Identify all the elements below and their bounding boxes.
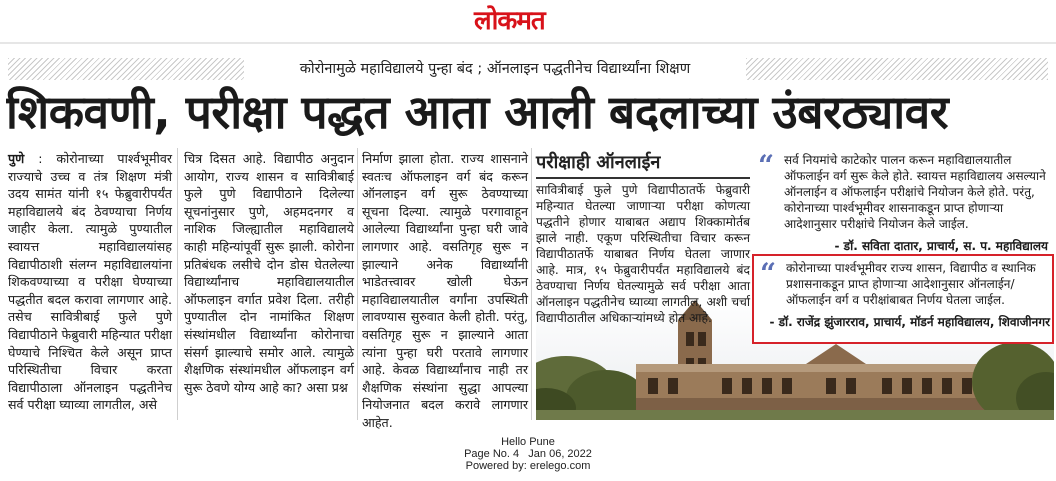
sidebar-title: परीक्षाही ऑनलाईन: [536, 152, 661, 173]
footer-date: Jan 06, 2022: [528, 448, 592, 460]
quote-icon: “: [758, 149, 775, 182]
highlighted-quote-box: [752, 254, 1054, 344]
article-column-3: निर्माण झाला होता. राज्य शासनाने स्वतःच ऑफलाइन वर्ग बंद करून ऑनलाइन वर्ग सुरू ठेवण्याच्या सूचना दिल्या. त्यामुळे परगावाहून आलेल्या विद्यार्थ्यांना पुन्हा घरी जावे लागणार आहे. वसतिगृह सुरू न झाल्याने अनेक विद्यार्थ्यांनी भाडेतत्त्वावर खोली घेऊन महाविद्यालयातील वर्गांना उपस्थिती लावण्यास सुरुवात केली होती. परंतु, वसतिगृह सुरू न झाल्याने आता त्यांना पुन्हा घरी परतावे लागणार आहे. केवळ विद्यार्थ्यांनाच नाही तर शैक्षणिक संस्थांना सुद्धा आपल्या नियोजनात बदल करावे लागणार आहेत.: [362, 151, 528, 430]
quote-block-2: [760, 257, 1050, 330]
quote-block-1: [758, 149, 1048, 254]
quote-2-text: कोरोनाच्या पार्श्वभूमीवर राज्य शासन, विद्यापीठ व स्थानिक प्रशासनाकडून प्राप्त होणाऱ्या आदेशानुसार ऑनलाईन/ऑफलाईन वर्ग व परीक्षांबाबत निर्णय घेतला जाईल.: [786, 261, 1036, 307]
lokmat-logo: लोकमत: [474, 6, 545, 36]
footer-page-date: [0, 448, 1056, 460]
column-rule: [357, 148, 358, 420]
article-column-1: [8, 150, 172, 414]
footer-powered-by: Powered by: erelego.com: [465, 460, 591, 472]
footer-page: Page No. 4: [464, 448, 520, 460]
column-rule: [531, 148, 532, 420]
column-1-text: : कोरोनाच्या पार्श्वभूमीवर राज्याचे उच्च व तंत्र शिक्षण मंत्री उदय सामंत यांनी १५ फेब्रुवारीपर्यंत महाविद्यालये बंद ठेवण्याचा निर्णय जाहीर केला. त्यामुळे पुण्यातील स्वायत्त महाविद्यालयांसह विद्यापीठाशी संलग्न महाविद्यालयांना शिकवण्याच्या व परीक्षा घेण्याच्या पद्धतीत बदल करावा लागणार आहे. तसेच सावित्रीबाई फुले पुणे विद्यापीठाने फेब्रुवारी महिन्यात परीक्षा घेण्याचे निश्चित केले असून प्राप्त परिस्थितीचा विचार करता विद्यापीठाला ऑनलाइन पद्धतीनेच सर्व परीक्षा घ्याव्या लागतील, असे: [8, 151, 172, 413]
sidebar-title-underline: [536, 177, 750, 179]
quote-2-attribution: - डॉ. राजेंद्र झुंजारराव, प्राचार्य, मॉडर्न महाविद्यालय, शिवाजीनगर: [769, 315, 1050, 329]
sidebar-text: सावित्रीबाई फुले पुणे विद्यापीठातर्फे फेब्रुवारी महिन्यात घेतल्या जाणाऱ्या परीक्षा कोणत्या पद्धतीने होणार याबाबत अद्याप शिक्कामोर्तब झाले नाही. एकूण परिस्थितीचा विचार करून विद्यापीठातर्फे याबाबत निर्णय घेतला जाणार आहे. मात्र, १५ फेब्रुवारीपर्यंत महाविद्यालये बंद ठेवण्याचा निर्णय घेतल्यामुळे सर्व परीक्षा आता ऑनलाइन पद्धतीनेच घ्याव्या लागतील, अशी चर्चा विद्यापीठातील अधिकाऱ्यांमध्ये होत आहे.: [536, 183, 750, 325]
kicker-hatch-left: [8, 58, 244, 80]
kicker-hatch-right: [746, 58, 1048, 80]
column-rule: [177, 148, 178, 420]
page-footer: [0, 436, 1056, 472]
quote-1-text: सर्व नियमांचे काटेकोर पालन करून महाविद्यालयातील ऑफलाईन वर्ग सुरू केले होते. स्वायत्त महाविद्यालय असल्याने ऑनलाईन व ऑफलाईन परीक्षांचे नियोजन केले होते. परंतु, कोरोनाच्या पार्श्वभूमीवर शासनाकडून प्राप्त होणाऱ्या आदेशानुसार परीक्षांचे नियोजन केले जाईल.: [784, 153, 1046, 231]
quote-icon: “: [760, 257, 777, 290]
article-column-2: चित्र दिसत आहे. विद्यापीठ अनुदान आयोग, राज्य शासन व सावित्रीबाई फुले पुणे विद्यापीठाने दिलेल्या सूचनांनुसार पुणे, अहमदनगर व नाशिक जिल्ह्यातील महाविद्यालये काही महिन्यांपूर्वी सुरू झाली. कोरोना प्रतिबंधक लसीचे दोन डोस घेतलेल्या विद्यार्थ्यांनाच महाविद्यालयातील ऑफलाइन वर्गात प्रवेश दिला. तरीही पुण्यातील दोन नामांकित शिक्षण संस्थांमधील विद्यार्थ्यांना कोरोनाचा संसर्ग झाल्याचे समोर आले. त्यामुळे शैक्षणिक संस्थांमधील ऑफलाइन वर्ग सुरू ठेवणे योग्य आहे का? असा प्रश्न: [184, 151, 354, 395]
dateline: पुणे: [8, 151, 25, 166]
masthead-divider: [0, 42, 1056, 44]
quote-1-attribution: - डॉ. सविता दातार, प्राचार्य, स. प. महाविद्यालय: [834, 239, 1048, 253]
kicker-strap: कोरोनामुळे महाविद्यालये पुन्हा बंद ; ऑनलाइन पद्धतीनेच विद्यार्थ्यांना शिक्षण: [248, 56, 742, 82]
footer-edition: Hello Pune: [501, 436, 555, 448]
headline: शिकवणी, परीक्षा पद्धत आता आली बदलाच्या उंबरठ्यावर: [6, 85, 949, 139]
